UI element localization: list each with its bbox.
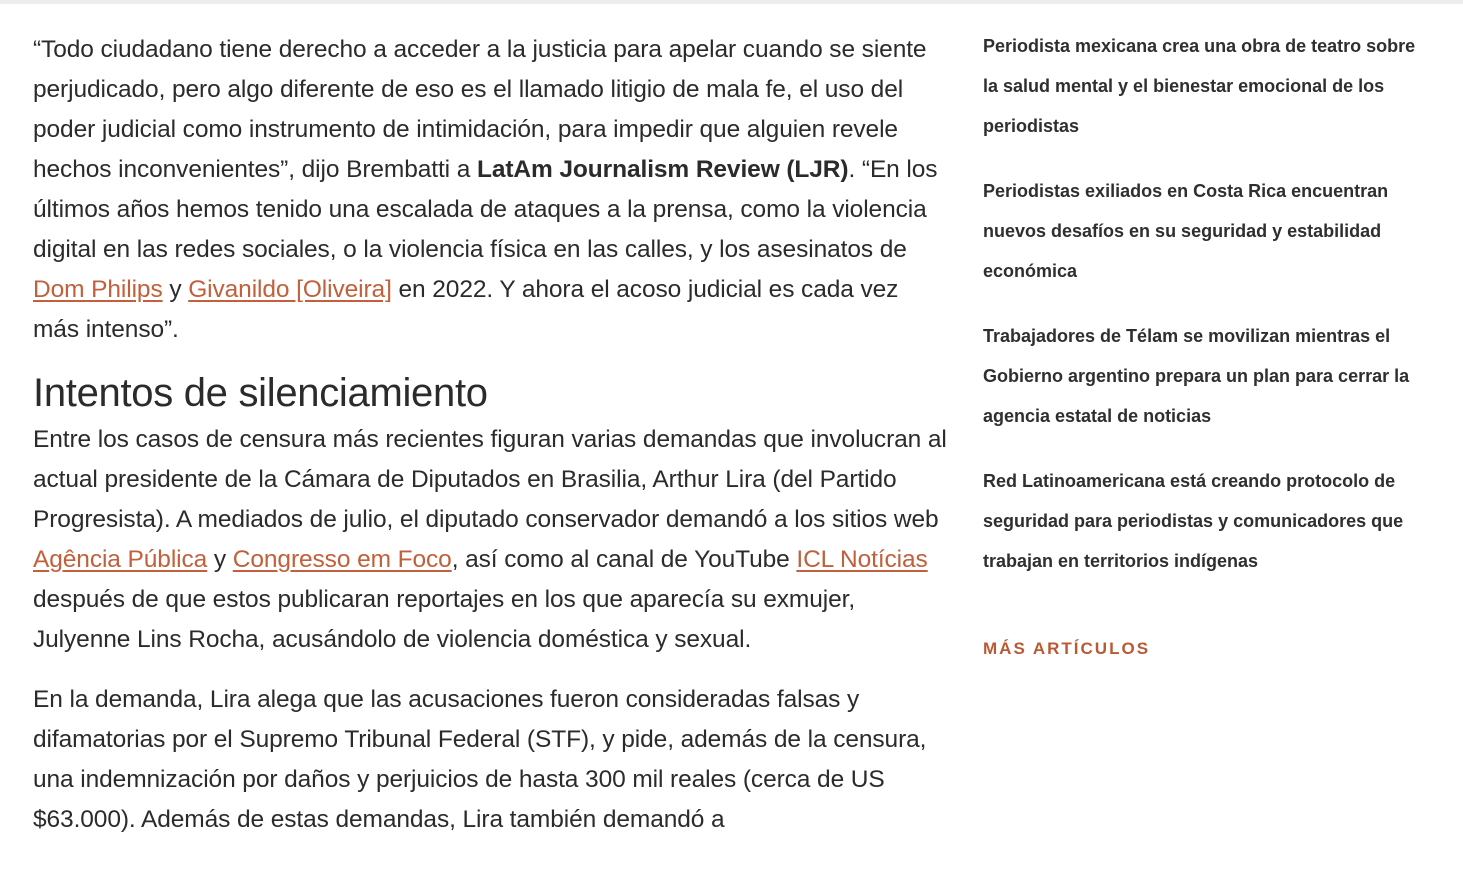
related-article-link-2[interactable]: Periodistas exiliados en Costa Rica encuentran nuevos desafíos en su seguridad y estabilidad económica bbox=[983, 181, 1389, 281]
paragraph-text: “Todo ciudadano tiene derecho a acceder a la justicia para apelar cuando se siente perjudicado, pero algo diferente de eso es el llamado litigio de mala fe, el uso del poder judicial como instrumento de intimidación, para impedir que alguien revele hechos inconvenientes”, dijo Brembatti a bbox=[33, 36, 927, 183]
section-heading: Intentos de silenciamiento bbox=[33, 371, 488, 415]
related-article-item bbox=[983, 171, 1433, 291]
article-paragraph-2 bbox=[33, 420, 948, 660]
related-articles-sidebar bbox=[983, 26, 1433, 659]
link-congresso-em-foco[interactable]: Congresso em Foco bbox=[232, 546, 452, 573]
link-dom-philips[interactable]: Dom Philips bbox=[33, 276, 163, 303]
related-article-link-4[interactable]: Red Latinoamericana está creando protocolo de seguridad para periodistas y comunicadores que trabajan en territorios indígenas bbox=[983, 471, 1404, 571]
paragraph-text: , así como al canal de YouTube bbox=[451, 546, 797, 573]
link-agencia-publica[interactable]: Agência Pública bbox=[33, 546, 208, 573]
related-article-link-1[interactable]: Periodista mexicana crea una obra de teatro sobre la salud mental y el bienestar emocional de los periodistas bbox=[983, 36, 1416, 136]
paragraph-text: . “En los últimos años hemos tenido una escalada de ataques a la prensa, como la violencia digital en las redes sociales, o la violencia física en las calles, y los asesinatos de bbox=[33, 156, 938, 263]
link-icl-noticias[interactable]: ICL Notícias bbox=[796, 546, 928, 573]
article-paragraph-1 bbox=[33, 30, 948, 350]
related-article-item bbox=[983, 26, 1433, 146]
paragraph-text: después de que estos publicaran reportajes en los que aparecía su exmujer, Julyenne Lins Rocha, acusándolo de violencia doméstica y sexual. bbox=[33, 586, 856, 653]
related-article-link-3[interactable]: Trabajadores de Télam se movilizan mientras el Gobierno argentino prepara un plan para cerrar la agencia estatal de noticias bbox=[983, 326, 1410, 426]
link-givanildo-oliveira[interactable]: Givanildo [Oliveira] bbox=[188, 276, 392, 303]
article-body bbox=[33, 30, 948, 840]
paragraph-text: y bbox=[162, 276, 189, 303]
publication-name: LatAm Journalism Review (LJR) bbox=[476, 156, 849, 183]
top-divider bbox=[0, 0, 1463, 4]
paragraph-text: en 2022. Y ahora el acoso judicial es cada vez más intenso”. bbox=[33, 276, 899, 343]
related-article-item bbox=[983, 461, 1433, 581]
more-articles-link[interactable]: MÁS ARTÍCULOS bbox=[983, 639, 1151, 658]
related-article-item bbox=[983, 316, 1433, 436]
paragraph-text: Entre los casos de censura más recientes figuran varias demandas que involucran al actual presidente de la Cámara de Diputados en Brasilia, Arthur Lira (del Partido Progresista). A mediados de julio, el diputado conservador demandó a los sitios web bbox=[33, 426, 947, 533]
paragraph-text: y bbox=[207, 546, 233, 573]
article-paragraph-3: En la demanda, Lira alega que las acusaciones fueron consideradas falsas y difamatorias por el Supremo Tribunal Federal (STF), y pide, además de la censura, una indemnización por daños y perjuicios de hasta 300 mil reales (cerca de US $63.000). Además de estas demandas, Lira también demandó a bbox=[33, 686, 927, 833]
